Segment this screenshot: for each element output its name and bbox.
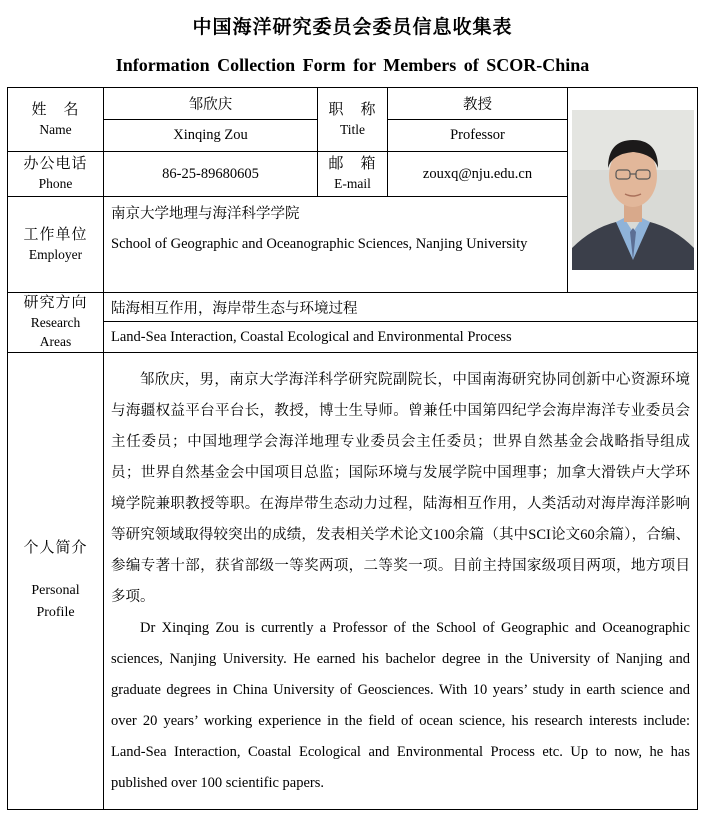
- employer-en-value: School of Geographic and Oceanographic Sciences, Nanjing University: [111, 236, 528, 252]
- form-title-english: Information Collection Form for Members of SCOR-China: [115, 55, 590, 75]
- name-label-cn: 姓 名: [31, 101, 80, 118]
- profile-label-en-2: Profile: [36, 604, 75, 620]
- profile-cn-paragraph: 邹欣庆，男，南京大学海洋科学研究院副院长，中国南海研究协同创新中心资源环境与海疆权益平台平台长，教授，博士生导师。曾兼任中国第四纪学会海岸海洋专业委员会主任委员；中国地理学会海洋地理专业委员会主任委员；世界自然基金会战略指导组成员；世界自然基金会中国项目总监；国际环境与发展学院中国理事；加拿大滑铁卢大学环境学院兼职教授等职。在海岸带生态动力过程，陆海相互作用，人类活动对海岸海洋影响等研究领域取得较突出的成绩，发表相关学术论文100余篇（其中SCI论文60余篇），合编、参编专著十部，获省部级一等奖两项，二等奖一项。目前主持国家级项目两项，地方项目多项。: [111, 372, 690, 605]
- research-en-value: Land-Sea Interaction, Coastal Ecological and Environmental Process: [104, 322, 698, 353]
- research-label-cell: [8, 293, 104, 353]
- photo-cell: [568, 88, 698, 293]
- title-label-en: Title: [339, 121, 366, 137]
- title-cn-value: 教授: [388, 88, 568, 120]
- profile-label-cn: 个人简介: [23, 539, 88, 556]
- title-label-cell: [318, 88, 388, 152]
- profile-label-cell: [8, 353, 104, 810]
- member-photo: [572, 110, 694, 270]
- employer-label-en: Employer: [28, 246, 83, 262]
- research-label-en-1: Research: [30, 315, 81, 330]
- employer-label-cell: [8, 197, 104, 293]
- phone-value: 86-25-89680605: [104, 152, 318, 197]
- name-label-en: Name: [39, 121, 72, 137]
- info-form-table: [7, 87, 698, 810]
- email-label-cn: 邮 箱: [328, 156, 377, 172]
- email-label-en: E-mail: [334, 176, 371, 191]
- email-value: zouxq@nju.edu.cn: [388, 152, 568, 197]
- phone-label-cell: [8, 152, 104, 197]
- employer-label-cn: 工作单位: [23, 226, 88, 243]
- research-label-cn: 研究方向: [23, 295, 88, 311]
- profile-value-cell: [104, 353, 698, 810]
- name-label-cell: [8, 88, 104, 152]
- title-label-cn: 职 称: [328, 101, 377, 118]
- title-en-value: Professor: [388, 120, 568, 152]
- profile-label-en-1: Personal: [31, 582, 80, 598]
- phone-label-cn: 办公电话: [23, 156, 88, 172]
- name-cn-value: 邹欣庆: [104, 88, 318, 120]
- phone-label-en: Phone: [38, 176, 73, 191]
- profile-en-paragraph: Dr Xinqing Zou is currently a Professor of the School of Geographic and Oceanographic sciences, Nanjing University. He earned his bachelor degree in the University of Nanjing and graduate degrees in China University of Geosciences. With 10 years’ study in earth science and over 20 years’ working experience in the field of ocean science, his research interests include: Land-Sea Interaction, Coastal Ecological and Environmental Process etc. Up to now, he has published over 100 scientific papers.: [111, 620, 690, 791]
- research-label-en-2: Areas: [39, 334, 72, 349]
- email-label-cell: [318, 152, 388, 197]
- employer-cn-value: 南京大学地理与海洋科学学院: [111, 206, 300, 222]
- form-title-chinese: 中国海洋研究委员会委员信息收集表: [192, 17, 513, 38]
- employer-value-cell: [104, 197, 568, 293]
- research-cn-value: 陆海相互作用，海岸带生态与环境过程: [104, 293, 698, 322]
- name-en-value: Xinqing Zou: [104, 120, 318, 152]
